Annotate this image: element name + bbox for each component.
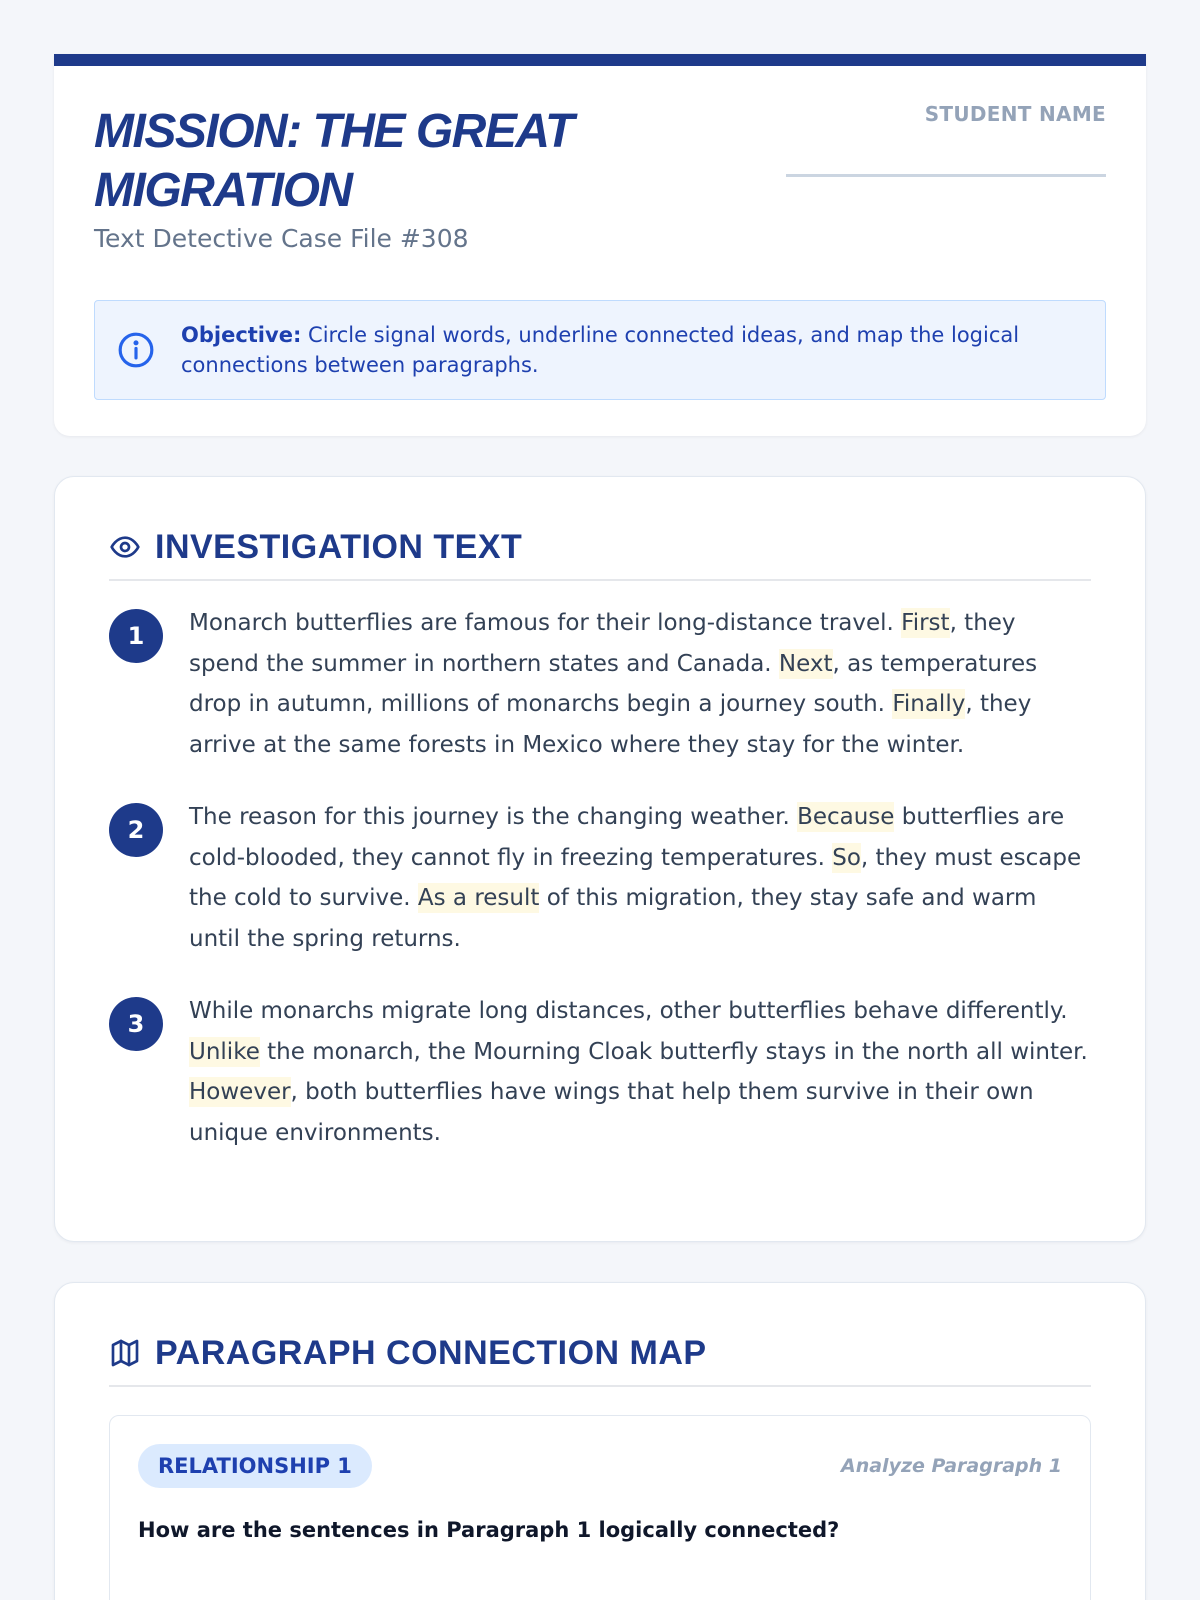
header-top bbox=[94, 102, 1106, 300]
relationship-question: How are the sentences in Paragraph 1 logically connected? bbox=[138, 1518, 840, 1542]
header-card bbox=[54, 54, 1146, 436]
paragraph-2 bbox=[109, 803, 1091, 959]
paragraph-text-segment: , as temperatures drop in autumn, millions of monarchs begin a journey south. bbox=[189, 650, 1038, 717]
paragraph-text-segment: , they spend the summer in northern states and Canada. bbox=[189, 610, 1016, 677]
page-title: MISSION: THE GREAT MIGRATION bbox=[94, 105, 573, 217]
investigation-heading bbox=[109, 527, 1091, 581]
objective-box bbox=[94, 300, 1106, 400]
paragraph-text-segment: The reason for this journey is the changing weather. bbox=[189, 804, 798, 830]
relationship-1 bbox=[109, 1415, 1091, 1600]
signal-word: Unlike bbox=[189, 1038, 260, 1065]
student-name-label: STUDENT NAME bbox=[924, 102, 1106, 126]
paragraph-1 bbox=[109, 609, 1091, 765]
eye-icon bbox=[109, 531, 141, 563]
connection-map-heading bbox=[109, 1333, 1091, 1387]
paragraph-text-segment: butterflies are cold-blooded, they cannot fly in freezing temperatures. bbox=[189, 804, 1065, 871]
paragraph-number-badge: 1 bbox=[109, 609, 163, 663]
paragraph-text-segment: of this migration, they stay safe and warm until the spring returns. bbox=[189, 885, 1037, 952]
objective-body: Circle signal words, underline connected ideas, and map the logical connections between paragraphs. bbox=[181, 323, 1020, 377]
connection-map-card bbox=[54, 1282, 1146, 1600]
signal-word: As a result bbox=[417, 885, 540, 911]
paragraph-number-badge: 3 bbox=[109, 997, 163, 1051]
investigation-title: INVESTIGATION TEXT bbox=[155, 527, 523, 566]
signal-word: Because bbox=[797, 804, 895, 830]
investigation-card bbox=[54, 476, 1146, 1242]
connection-map-title: PARAGRAPH CONNECTION MAP bbox=[155, 1333, 707, 1372]
paragraph-text-segment: , both butterflies have wings that help them survive in their own unique environments. bbox=[189, 1079, 1034, 1146]
signal-word: Next bbox=[778, 650, 833, 677]
paragraph-list bbox=[109, 609, 1091, 1153]
info-icon bbox=[117, 331, 155, 369]
paragraph-number-badge: 2 bbox=[109, 803, 163, 857]
paragraph-text bbox=[189, 991, 1089, 1153]
objective-text bbox=[181, 320, 1081, 380]
paragraph-text-segment: , they arrive at the same forests in Mexico where they stay for the winter. bbox=[189, 691, 1032, 758]
student-name-line[interactable] bbox=[786, 174, 1106, 177]
paragraph-3 bbox=[109, 997, 1091, 1153]
relationship-badge: RELATIONSHIP 1 bbox=[138, 1444, 372, 1488]
paragraph-text-segment: Monarch butterflies are famous for their long-distance travel. bbox=[189, 610, 902, 636]
case-file-subtitle: Text Detective Case File #308 bbox=[94, 224, 469, 253]
map-icon bbox=[109, 1337, 141, 1369]
paragraph-text bbox=[189, 797, 1089, 959]
signal-word: So bbox=[832, 844, 861, 871]
relationship-header bbox=[138, 1444, 1062, 1488]
relationship-hint: Analyze Paragraph 1 bbox=[841, 1455, 1062, 1477]
signal-word: However bbox=[189, 1079, 291, 1105]
objective-label: Objective: bbox=[181, 323, 302, 347]
signal-word: First bbox=[901, 610, 950, 636]
paragraph-text bbox=[189, 603, 1089, 765]
paragraph-text-segment: , they must escape the cold to survive. bbox=[189, 844, 1082, 911]
student-name-block bbox=[786, 102, 1106, 177]
paragraph-text-segment: While monarchs migrate long distances, other butterflies behave differently. bbox=[189, 998, 1068, 1024]
paragraph-text-segment: the monarch, the Mourning Cloak butterfly stays in the north all winter. bbox=[259, 1038, 1088, 1065]
title-block bbox=[94, 102, 694, 253]
signal-word: Finally bbox=[892, 691, 966, 717]
